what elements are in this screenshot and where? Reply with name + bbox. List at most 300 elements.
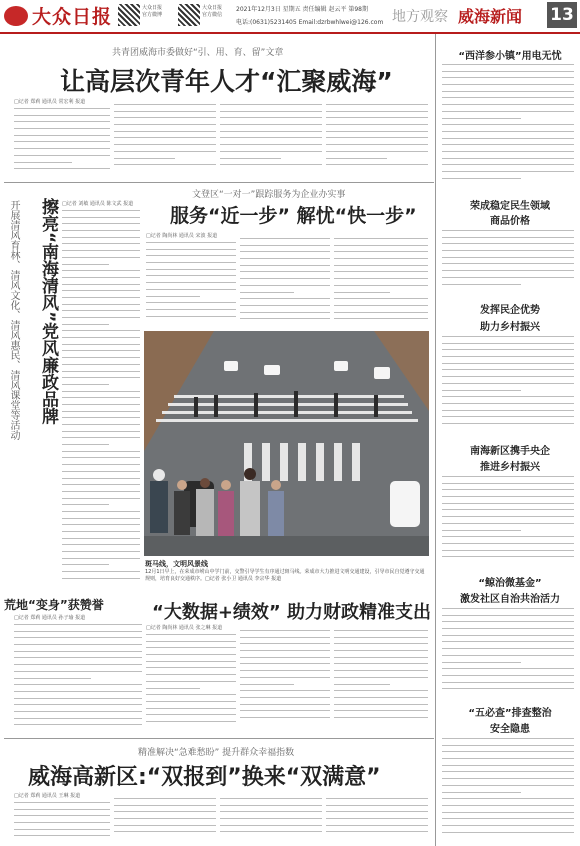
right-headline-2b: 商品价格 [490, 216, 530, 227]
text-line [442, 257, 574, 258]
text-line [442, 675, 574, 676]
text-line [62, 444, 109, 445]
text-line [442, 536, 574, 537]
qr-caption-wechat: 大众日报 官方微信 [202, 5, 223, 18]
right-headline-5: “鲸治微基金” [478, 578, 542, 589]
text-line [334, 670, 428, 671]
text-line [334, 318, 428, 319]
text-line [442, 832, 574, 833]
text-line [14, 829, 110, 830]
text-line [114, 131, 216, 132]
text-line [442, 230, 574, 231]
text-line [62, 417, 140, 418]
text-line [14, 115, 110, 116]
text-line [62, 350, 140, 351]
text-line [442, 798, 574, 799]
text-line [114, 818, 216, 819]
greenhouse-body [14, 624, 142, 732]
text-line [146, 309, 236, 310]
text-line [442, 641, 574, 642]
text-line [62, 564, 109, 565]
text-line [220, 798, 322, 799]
text-line [442, 104, 574, 105]
text-line [240, 657, 330, 658]
text-line [62, 518, 140, 519]
text-line [146, 641, 236, 642]
text-line [442, 151, 574, 152]
text-line [326, 798, 428, 799]
right-headline-3: 发挥民企优势 [480, 305, 540, 316]
text-line [14, 644, 142, 645]
text-line [442, 751, 574, 752]
text-line [334, 630, 428, 631]
text-line [326, 151, 428, 152]
text-line [326, 831, 428, 832]
regional-label: 地方观察 [392, 9, 448, 25]
text-line [14, 835, 110, 836]
text-line [334, 697, 428, 698]
text-line [442, 118, 521, 119]
text-line [240, 643, 330, 644]
text-line [146, 634, 236, 635]
crosswalk-photo [144, 331, 429, 556]
bigdata-byline: □记者 陶尚林 通讯员 张之琳 报道 [146, 625, 223, 631]
text-line [14, 724, 142, 725]
hightech-headline: 威海高新区:“双报到”换来“双满意” [28, 765, 381, 790]
text-line [14, 121, 110, 122]
text-line [240, 305, 330, 306]
text-line [240, 271, 330, 272]
text-line [240, 265, 330, 266]
text-line [14, 704, 142, 705]
text-line [442, 84, 574, 85]
text-line [146, 242, 236, 243]
text-line [240, 670, 330, 671]
text-line [326, 111, 428, 112]
text-line [62, 237, 140, 238]
text-line [146, 661, 236, 662]
text-line [146, 694, 236, 695]
text-line [442, 343, 574, 344]
text-line [442, 615, 574, 616]
text-line [240, 278, 330, 279]
text-line [240, 710, 330, 711]
text-line [442, 771, 574, 772]
text-line [62, 250, 140, 251]
text-line [334, 251, 428, 252]
text-line [146, 302, 236, 303]
vertical-byline: □记者 刘敏 通讯员 陈文武 报道 [62, 201, 134, 207]
divider [4, 182, 434, 183]
greenhouse-headline: 荒地“变身”获赞誉 [4, 598, 104, 612]
lead-byline: □记者 郑莉 通讯员 常宏利 报道 [14, 99, 86, 105]
text-line [14, 637, 142, 638]
right-body-3 [442, 336, 574, 436]
text-line [14, 624, 142, 625]
text-line [14, 168, 110, 169]
vertical-body-col1 [62, 210, 140, 588]
text-line [240, 717, 330, 718]
right-headline-4b: 推进乡村振兴 [480, 462, 540, 473]
text-line [334, 245, 428, 246]
text-line [114, 111, 216, 112]
qr-code-weibo [118, 4, 140, 26]
text-line [146, 654, 236, 655]
text-line [334, 312, 428, 313]
text-line [62, 217, 140, 218]
text-line [62, 290, 140, 291]
text-line [240, 677, 330, 678]
text-line [62, 210, 140, 211]
text-line [442, 111, 574, 112]
text-line [442, 503, 574, 504]
right-body-1 [442, 64, 574, 190]
service-body-col2 [240, 238, 330, 326]
text-line [442, 77, 574, 78]
text-line [442, 356, 574, 357]
text-line [62, 511, 140, 512]
text-line [442, 410, 574, 411]
text-line [240, 298, 330, 299]
text-line [62, 337, 140, 338]
text-line [62, 551, 140, 552]
text-line [220, 151, 322, 152]
text-line [62, 324, 109, 325]
text-line [62, 471, 140, 472]
text-line [14, 155, 110, 156]
service-body-col3 [334, 238, 428, 326]
text-line [220, 811, 322, 812]
text-line [62, 330, 140, 331]
greenhouse-byline: □记者 郑莉 通讯员 孙子瑜 报道 [14, 615, 86, 621]
text-line [442, 818, 574, 819]
right-body-5 [442, 608, 574, 698]
section-title: 威海新闻 [458, 7, 523, 26]
text-line [114, 117, 216, 118]
text-line [146, 647, 236, 648]
text-line [14, 718, 142, 719]
text-line [62, 411, 140, 412]
text-line [442, 523, 574, 524]
text-line [442, 489, 574, 490]
text-line [442, 416, 574, 417]
text-line [62, 524, 140, 525]
text-line [240, 684, 294, 685]
text-line [220, 124, 322, 125]
text-line [326, 131, 428, 132]
text-line [62, 538, 140, 539]
right-headline-5b: 激发社区自治共治活力 [460, 594, 560, 605]
text-line [326, 117, 428, 118]
text-line [220, 111, 322, 112]
text-line [220, 131, 322, 132]
text-line [442, 164, 574, 165]
text-line [14, 809, 110, 810]
text-line [442, 263, 574, 264]
text-line [146, 282, 236, 283]
text-line [326, 124, 428, 125]
text-line [14, 664, 142, 665]
text-line [62, 457, 140, 458]
text-line [240, 663, 330, 664]
text-line [62, 498, 140, 499]
text-line [114, 164, 216, 165]
text-line [62, 377, 140, 378]
vertical-headline: 擦亮“南海清风”党风廉政品牌 [38, 198, 58, 425]
text-line [62, 357, 140, 358]
text-line [334, 717, 428, 718]
hightech-body-col4 [326, 798, 428, 844]
text-line [62, 558, 140, 559]
text-line [334, 690, 428, 691]
text-line [146, 269, 236, 270]
text-line [334, 710, 428, 711]
text-line [220, 137, 322, 138]
text-line [442, 277, 574, 278]
right-body-6 [442, 738, 574, 844]
text-line [240, 697, 330, 698]
text-line [14, 148, 110, 149]
text-line [62, 571, 140, 572]
page-number: 13 [547, 2, 577, 28]
text-line [442, 628, 574, 629]
column-divider [435, 34, 436, 846]
text-line [62, 451, 140, 452]
text-line [62, 257, 140, 258]
text-line [442, 758, 574, 759]
lead-body-col4 [326, 104, 428, 176]
text-line [240, 292, 294, 293]
bigdata-body-col2 [240, 630, 330, 730]
text-line [442, 648, 574, 649]
text-line [334, 643, 428, 644]
qr-caption-weibo: 大众日报 官方微博 [142, 5, 163, 18]
text-line [14, 128, 110, 129]
text-line [442, 778, 574, 779]
text-line [334, 684, 390, 685]
text-line [62, 431, 140, 432]
text-line [62, 531, 140, 532]
text-line [334, 265, 428, 266]
contact-line: 电话:(0631)5231405 Email:dzrbwhlwei@126.com [236, 19, 384, 26]
text-line [114, 151, 216, 152]
text-line [14, 815, 110, 816]
text-line [14, 631, 142, 632]
text-line [442, 64, 574, 65]
text-line [62, 364, 140, 365]
text-line [442, 476, 574, 477]
text-line [114, 124, 216, 125]
text-line [114, 798, 216, 799]
text-line [442, 812, 574, 813]
text-line [114, 831, 216, 832]
text-line [62, 437, 140, 438]
text-line [240, 690, 330, 691]
photo-caption: 12月1日早上，在荣成市崂山中学门前，交警引导学生有序通过斑马线。荣成市大力推进文明交通建设，引导市民自觉遵守交通规则，培育良好交通秩序。□记者 张小卫 通讯员 李宗华 报道 [145, 569, 425, 582]
text-line [62, 284, 140, 285]
text-line [442, 635, 574, 636]
text-line [334, 663, 428, 664]
lead-headline: 让高层次青年人才“汇聚威海” [60, 67, 393, 96]
service-byline: □记者 陶尚林 通讯员 宋波 报道 [146, 233, 218, 239]
masthead-title: 大众日报 [32, 6, 113, 28]
text-line [442, 543, 574, 544]
hightech-body-col2 [114, 798, 216, 844]
service-body-col1 [146, 242, 236, 326]
right-headline-3b: 助力乡村振兴 [480, 322, 540, 333]
text-line [442, 608, 574, 609]
text-line [220, 117, 322, 118]
text-line [442, 682, 574, 683]
text-line [62, 424, 140, 425]
text-line [442, 178, 521, 179]
right-body-2 [442, 230, 574, 296]
text-line [114, 104, 216, 105]
text-line [62, 317, 140, 318]
text-line [326, 104, 428, 105]
text-line [442, 805, 574, 806]
right-headline-6: “五必查”排查整治 [468, 708, 552, 719]
text-line [62, 304, 140, 305]
text-line [334, 285, 428, 286]
text-line [62, 344, 140, 345]
text-line [220, 805, 322, 806]
text-line [240, 245, 330, 246]
text-line [14, 162, 72, 163]
text-line [114, 805, 216, 806]
text-line [14, 691, 142, 692]
text-line [146, 289, 236, 290]
text-line [442, 516, 574, 517]
text-line [442, 171, 574, 172]
text-line [442, 556, 574, 557]
service-kicker: 文登区“一对一”跟踪服务为企业办实事 [192, 190, 346, 200]
text-line [442, 550, 574, 551]
text-line [334, 238, 428, 239]
text-line [14, 135, 110, 136]
text-line [442, 158, 574, 159]
text-line [146, 296, 200, 297]
text-line [220, 144, 322, 145]
lead-kicker: 共青团威海市委做好“引、用、育、留”文章 [112, 48, 284, 58]
text-line [240, 238, 330, 239]
text-line [62, 230, 140, 231]
service-headline: 服务“近一步” 解忧“快一步” [170, 205, 417, 227]
text-line [114, 811, 216, 812]
text-line [240, 650, 330, 651]
text-line [334, 657, 428, 658]
text-line [442, 243, 574, 244]
text-line [62, 464, 140, 465]
text-line [240, 258, 330, 259]
text-line [334, 650, 428, 651]
text-line [442, 403, 574, 404]
text-line [14, 711, 142, 712]
text-line [326, 811, 428, 812]
text-line [62, 504, 109, 505]
text-line [146, 721, 236, 722]
text-line [146, 275, 236, 276]
text-line [442, 237, 574, 238]
hightech-body-col1 [14, 802, 110, 844]
lead-body-col2 [114, 104, 216, 176]
text-line [442, 336, 574, 337]
text-line [326, 818, 428, 819]
bigdata-headline: “大数据+绩效” 助力财政精准支出 [152, 602, 432, 623]
text-line [220, 818, 322, 819]
text-line [220, 104, 322, 105]
text-line [62, 223, 140, 224]
text-line [240, 318, 330, 319]
text-line [442, 655, 574, 656]
text-line [62, 404, 140, 405]
text-line [14, 698, 142, 699]
text-line [442, 496, 574, 497]
text-line [62, 264, 109, 265]
vertical-subheadline: 开展清风育林、清风文化、清风惠民、清风课堂等活动 [8, 200, 19, 440]
hightech-body-col3 [220, 798, 322, 844]
text-line [240, 704, 330, 705]
hightech-kicker: 精准解决“急难愁盼” 提升群众幸福指数 [138, 748, 295, 758]
text-line [146, 262, 236, 263]
text-line [334, 258, 428, 259]
text-line [14, 678, 91, 679]
text-line [114, 137, 216, 138]
text-line [334, 298, 428, 299]
text-line [146, 249, 236, 250]
text-line [442, 662, 521, 663]
text-line [114, 144, 216, 145]
text-line [146, 674, 236, 675]
text-line [146, 708, 236, 709]
text-line [240, 637, 330, 638]
text-line [14, 684, 142, 685]
text-line [442, 138, 574, 139]
text-line [62, 491, 140, 492]
text-line [442, 131, 574, 132]
text-line [114, 158, 175, 159]
text-line [442, 825, 574, 826]
text-line [240, 630, 330, 631]
text-line [442, 688, 574, 689]
text-line [442, 91, 574, 92]
text-line [146, 316, 236, 317]
issue-date-line: 2021年12月3日 星期五 责任编辑 赵云平 第98期 [236, 6, 368, 13]
text-line [334, 271, 428, 272]
text-line [62, 544, 140, 545]
text-line [334, 278, 428, 279]
text-line [334, 637, 428, 638]
qr-code-wechat [178, 4, 200, 26]
text-line [62, 277, 140, 278]
text-line [146, 667, 236, 668]
text-line [442, 383, 574, 384]
text-line [14, 657, 142, 658]
text-line [442, 390, 521, 391]
text-line [14, 802, 110, 803]
text-line [442, 270, 574, 271]
text-line [240, 285, 330, 286]
text-line [442, 668, 574, 669]
lead-body-col3 [220, 104, 322, 176]
text-line [442, 71, 574, 72]
right-body-4 [442, 476, 574, 566]
text-line [442, 765, 574, 766]
text-line [62, 397, 140, 398]
text-line [14, 671, 142, 672]
text-line [442, 792, 521, 793]
text-line [14, 822, 110, 823]
